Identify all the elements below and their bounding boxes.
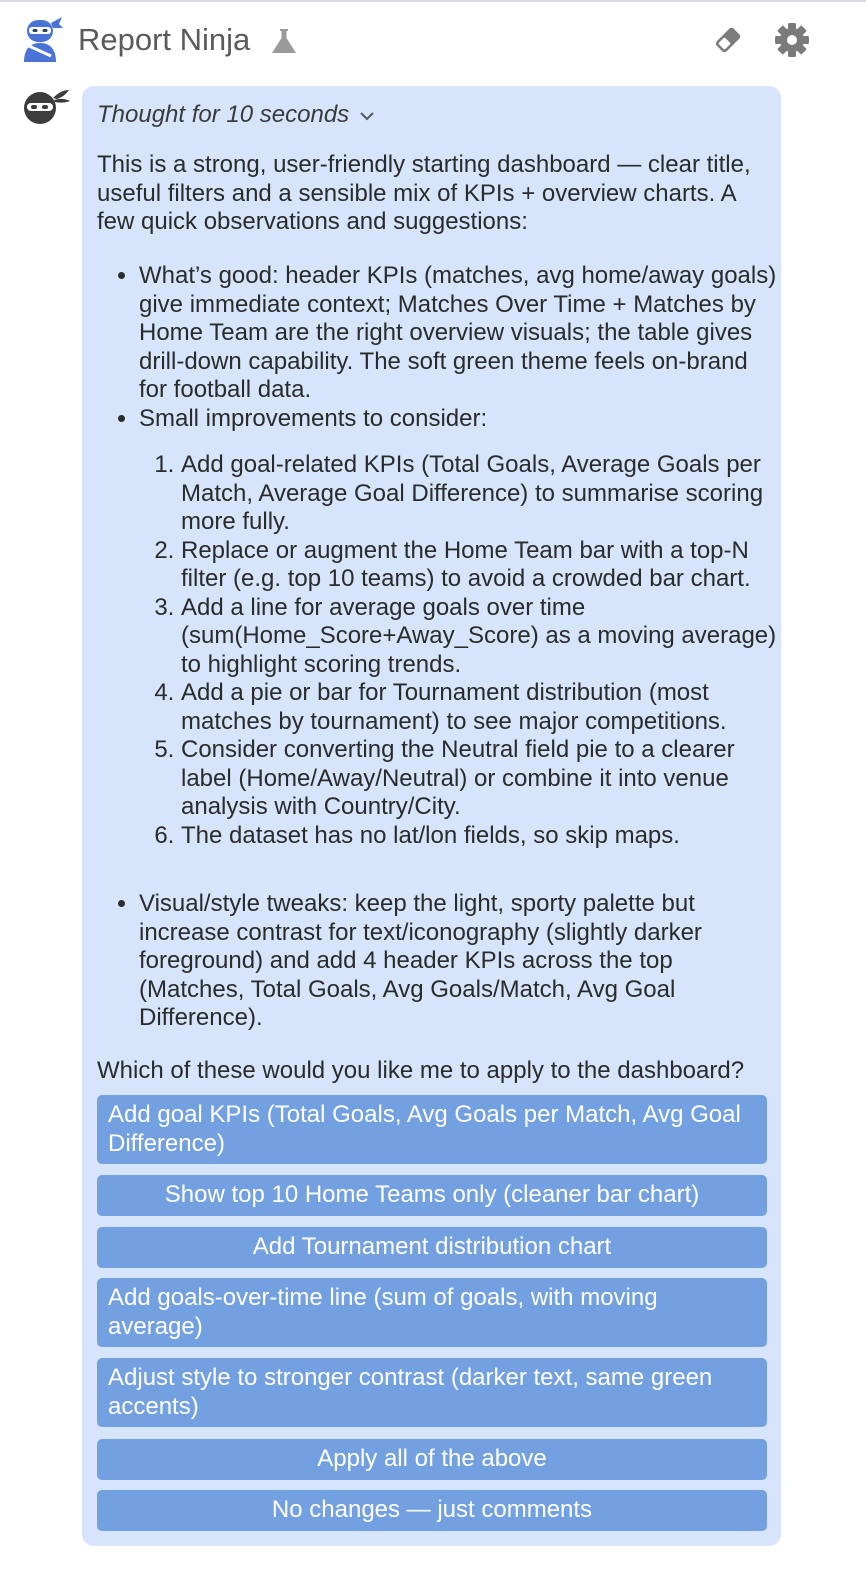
list-item: 5. Consider converting the Neutral field pie to a clearer label (Home/Away/Neutral) or combine it into venue analysis with Country/City. bbox=[181, 736, 777, 822]
thought-toggle[interactable] bbox=[97, 100, 375, 130]
list-item: 1. Add goal-related KPIs (Total Goals, Average Goals per Match, Average Goal Difference) to summarise scoring more fully. bbox=[181, 451, 777, 537]
ninja-logo-icon bbox=[18, 16, 64, 64]
list-item: • What’s good: header KPIs (matches, avg home/away goals) give immediate context; Matches Over Time + Matches by Home Team are the right overview visuals; the table gives drill-down capability. The soft green theme feels on-brand for football data. bbox=[139, 262, 777, 405]
style-list bbox=[97, 890, 777, 1033]
list-item: 4. Add a pie or bar for Tournament distribution (most matches by tournament) to see major competitions. bbox=[181, 679, 777, 736]
option-apply-all-button[interactable]: Apply all of the above bbox=[97, 1439, 767, 1480]
list-item: 2. Replace or augment the Home Team bar with a top-N filter (e.g. top 10 teams) to avoid a crowded bar chart. bbox=[181, 537, 777, 594]
assistant-avatar-icon bbox=[21, 86, 71, 126]
option-contrast-button[interactable]: Adjust style to stronger contrast (darker text, same green accents) bbox=[97, 1358, 767, 1427]
list-item bbox=[139, 405, 777, 851]
suggestion-list bbox=[97, 262, 777, 850]
message-question: Which of these would you like me to apply to the dashboard? bbox=[97, 1057, 745, 1084]
app-header bbox=[0, 0, 866, 82]
option-goals-line-button[interactable]: Add goals-over-time line (sum of goals, with moving average) bbox=[97, 1278, 767, 1347]
option-top-10-button[interactable]: Show top 10 Home Teams only (cleaner bar chart) bbox=[97, 1175, 767, 1216]
option-tournament-chart-button[interactable]: Add Tournament distribution chart bbox=[97, 1227, 767, 1268]
option-goal-kpis-button[interactable]: Add goal KPIs (Total Goals, Avg Goals per Match, Avg Goal Difference) bbox=[97, 1095, 767, 1164]
improvement-list bbox=[139, 451, 777, 850]
gear-icon[interactable] bbox=[772, 20, 812, 60]
list-item: 3. Add a line for average goals over time (sum(Home_Score+Away_Score) as a moving average) to highlight scoring trends. bbox=[181, 594, 777, 680]
eraser-icon[interactable] bbox=[710, 22, 746, 58]
list-item-label: Small improvements to consider: bbox=[139, 404, 488, 432]
flask-icon bbox=[269, 27, 299, 55]
message-intro: This is a strong, user-friendly starting dashboard — clear title, useful filters and a sensible mix of KPIs + overview charts. A few quick observations and suggestions: bbox=[97, 151, 751, 235]
chevron-down-icon bbox=[359, 111, 375, 121]
thought-label: Thought for 10 seconds bbox=[97, 101, 350, 128]
app-title: Report Ninja bbox=[78, 22, 251, 57]
list-item: 6. The dataset has no lat/lon fields, so skip maps. bbox=[181, 822, 777, 851]
option-no-changes-button[interactable]: No changes — just comments bbox=[97, 1490, 767, 1531]
list-item: • Visual/style tweaks: keep the light, sporty palette but increase contrast for text/iconography (slightly darker foreground) and add 4 header KPIs across the top (Matches, Total Goals, Avg Goals/Match, Avg Goal Difference). bbox=[139, 890, 777, 1033]
